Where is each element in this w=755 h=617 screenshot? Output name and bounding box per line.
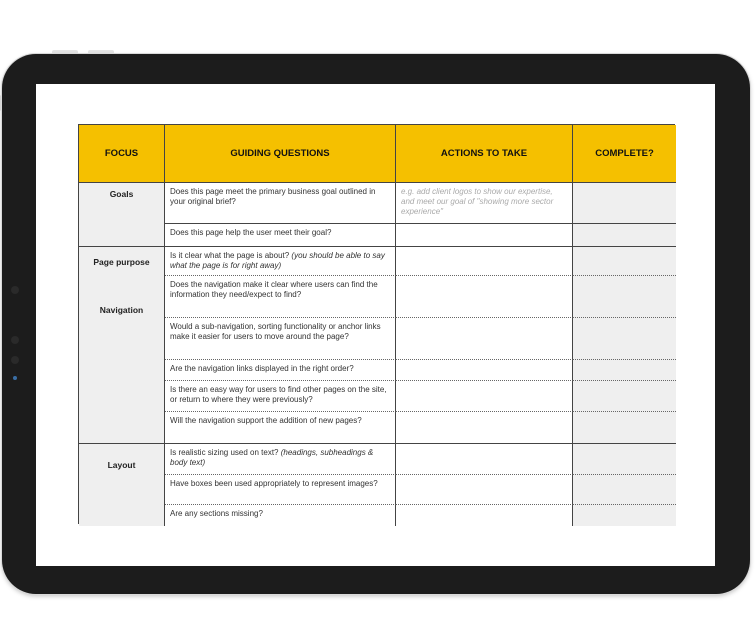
action-field[interactable]	[396, 224, 573, 247]
complete-cell[interactable]	[573, 183, 676, 224]
action-field[interactable]	[396, 381, 573, 412]
question-cell: Does this page meet the primary business goal outlined in your original brief?	[165, 183, 396, 224]
complete-cell[interactable]	[573, 247, 676, 276]
tablet-screen	[36, 84, 715, 566]
question-cell	[165, 247, 396, 276]
question-cell	[165, 444, 396, 475]
question-cell: Are any sections missing?	[165, 505, 396, 526]
header-actions-to-take: ACTIONS TO TAKE	[396, 125, 573, 183]
action-field[interactable]	[396, 247, 573, 276]
question-cell: Have boxes been used appropriately to represent images?	[165, 475, 396, 505]
complete-cell[interactable]	[573, 505, 676, 526]
complete-cell[interactable]	[573, 360, 676, 381]
tablet-sensor-dot	[11, 336, 19, 344]
question-text: Is realistic sizing used on text?	[170, 448, 279, 457]
action-field[interactable]	[396, 318, 573, 360]
question-note: (you should be able to say what the page is for right away)	[170, 251, 385, 270]
focus-layout	[79, 444, 165, 526]
action-field[interactable]	[396, 444, 573, 475]
action-field[interactable]	[396, 475, 573, 505]
question-cell: Does the navigation make it clear where users can find the information they need/expect to find?	[165, 276, 396, 318]
focus-goals	[79, 183, 165, 247]
tablet-sensor-dot	[11, 286, 19, 294]
complete-cell[interactable]	[573, 412, 676, 444]
action-field[interactable]	[396, 412, 573, 444]
action-field[interactable]	[396, 276, 573, 318]
question-note: (headings, subheadings & body text)	[170, 448, 374, 467]
question-text: Is it clear what the page is about?	[170, 251, 290, 260]
focus-navigation	[79, 276, 165, 444]
focus-goals-label: Goals	[109, 189, 134, 199]
action-field[interactable]	[396, 505, 573, 526]
question-cell: Does this page help the user meet their goal?	[165, 224, 396, 247]
focus-page-purpose-label: Page purpose	[93, 256, 150, 267]
header-focus: FOCUS	[79, 125, 165, 183]
focus-layout-label: Layout	[107, 460, 136, 470]
question-cell: Is there an easy way for users to find other pages on the site, or return to where they were previously?	[165, 381, 396, 412]
complete-cell[interactable]	[573, 224, 676, 247]
question-cell: Are the navigation links displayed in the right order?	[165, 360, 396, 381]
action-field[interactable]	[396, 360, 573, 381]
tablet-sensor-dot	[11, 356, 19, 364]
focus-navigation-label: Navigation	[99, 305, 144, 315]
complete-cell[interactable]	[573, 381, 676, 412]
header-complete: COMPLETE?	[573, 125, 676, 183]
question-cell: Would a sub-navigation, sorting functionality or anchor links make it easier for users to move around the page?	[165, 318, 396, 360]
ux-checklist-table	[78, 124, 675, 524]
camera-icon	[13, 376, 17, 380]
action-field[interactable]: e.g. add client logos to show our expertise, and meet our goal of "showing more sector experience"	[396, 183, 573, 224]
focus-page-purpose	[79, 247, 165, 276]
header-guiding-questions: GUIDING QUESTIONS	[165, 125, 396, 183]
complete-cell[interactable]	[573, 475, 676, 505]
complete-cell[interactable]	[573, 318, 676, 360]
complete-cell[interactable]	[573, 444, 676, 475]
complete-cell[interactable]	[573, 276, 676, 318]
tablet-frame	[2, 54, 750, 594]
question-cell: Will the navigation support the addition of new pages?	[165, 412, 396, 444]
